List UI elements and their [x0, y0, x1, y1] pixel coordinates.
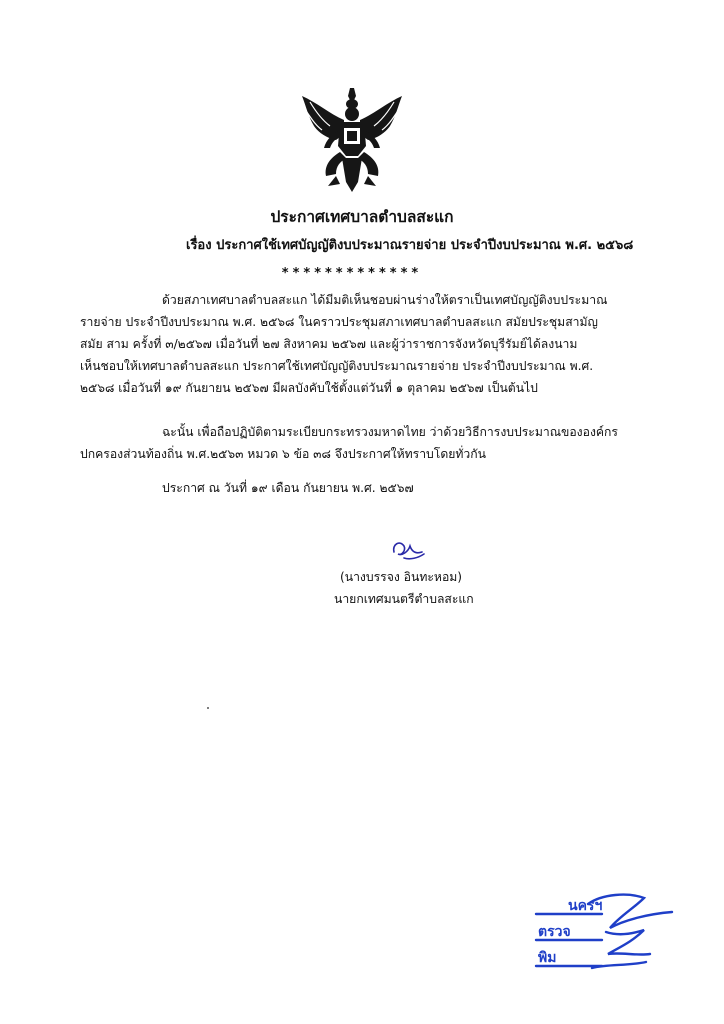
paragraph-line: เห็นชอบให้เทศบาลตำบลสะแก ประกาศใช้เทศบัญญัติงบประมาณรายจ่าย ประจำปีงบประมาณ พ.ศ. — [80, 359, 594, 373]
document-subject: เรื่อง ประกาศใช้เทศบัญญัติงบประมาณรายจ่าย ประจำปีงบประมาณ พ.ศ. ๒๕๖๘ — [186, 238, 634, 253]
paragraph-announcement — [80, 421, 618, 465]
signature-mark — [388, 534, 428, 562]
signatory-name: (นางบรรจง อินทะหอม) — [340, 570, 463, 584]
document-title: ประกาศเทศบาลตำบลสะแก — [270, 208, 454, 226]
review-stamp — [532, 884, 680, 980]
paragraph-line: ฉะนั้น เพื่อถือปฏิบัติตามระเบียบกระทรวงมหาดไทย ว่าด้วยวิธีการงบประมาณขององค์กร — [162, 425, 618, 439]
signatory-title: นายกเทศมนตรีตำบลสะแก — [334, 592, 474, 606]
paragraph-line: ปกครองส่วนท้องถิ่น พ.ศ.๒๕๖๓ หมวด ๖ ข้อ ๓๘ จึงประกาศให้ทราบโดยทั่วกัน — [80, 447, 486, 461]
stamp-text-1: นครฯ — [568, 898, 603, 914]
announce-date-text: ประกาศ ณ วันที่ ๑๙ เดือน กันยายน พ.ศ. ๒๕๖๗ — [162, 481, 414, 495]
paragraph-line: ด้วยสภาเทศบาลตำบลสะแก ได้มีมติเห็นชอบผ่านร่างให้ตราเป็นเทศบัญญัติงบประมาณ — [162, 293, 608, 307]
paragraph-line: รายจ่าย ประจำปีงบประมาณ พ.ศ. ๒๕๖๘ ในคราวประชุมสภาเทศบาลตำบลสะแก สมัยประชุมสามัญ — [80, 315, 598, 329]
paragraph-resolution — [80, 289, 607, 399]
separator-stars: ************* — [281, 266, 423, 281]
paragraph-line: ๒๕๖๘ เมื่อวันที่ ๑๙ กันยายน ๒๕๖๗ มีผลบังคับใช้ตั้งแต่วันที่ ๑ ตุลาคม ๒๕๖๗ เป็นต้นไป — [80, 381, 538, 395]
garuda-emblem-icon — [296, 86, 408, 194]
paragraph-line: สมัย สาม ครั้งที่ ๓/๒๕๖๗ เมื่อวันที่ ๒๗ สิงหาคม ๒๕๖๗ และผู้ว่าราชการจังหวัดบุรีรัมย์ได้ลงนาม — [80, 337, 578, 351]
stamp-text-3: พิม — [538, 950, 557, 966]
announce-date — [80, 477, 414, 499]
stamp-text-2: ตรวจ — [538, 924, 571, 940]
scan-speck — [207, 707, 209, 709]
